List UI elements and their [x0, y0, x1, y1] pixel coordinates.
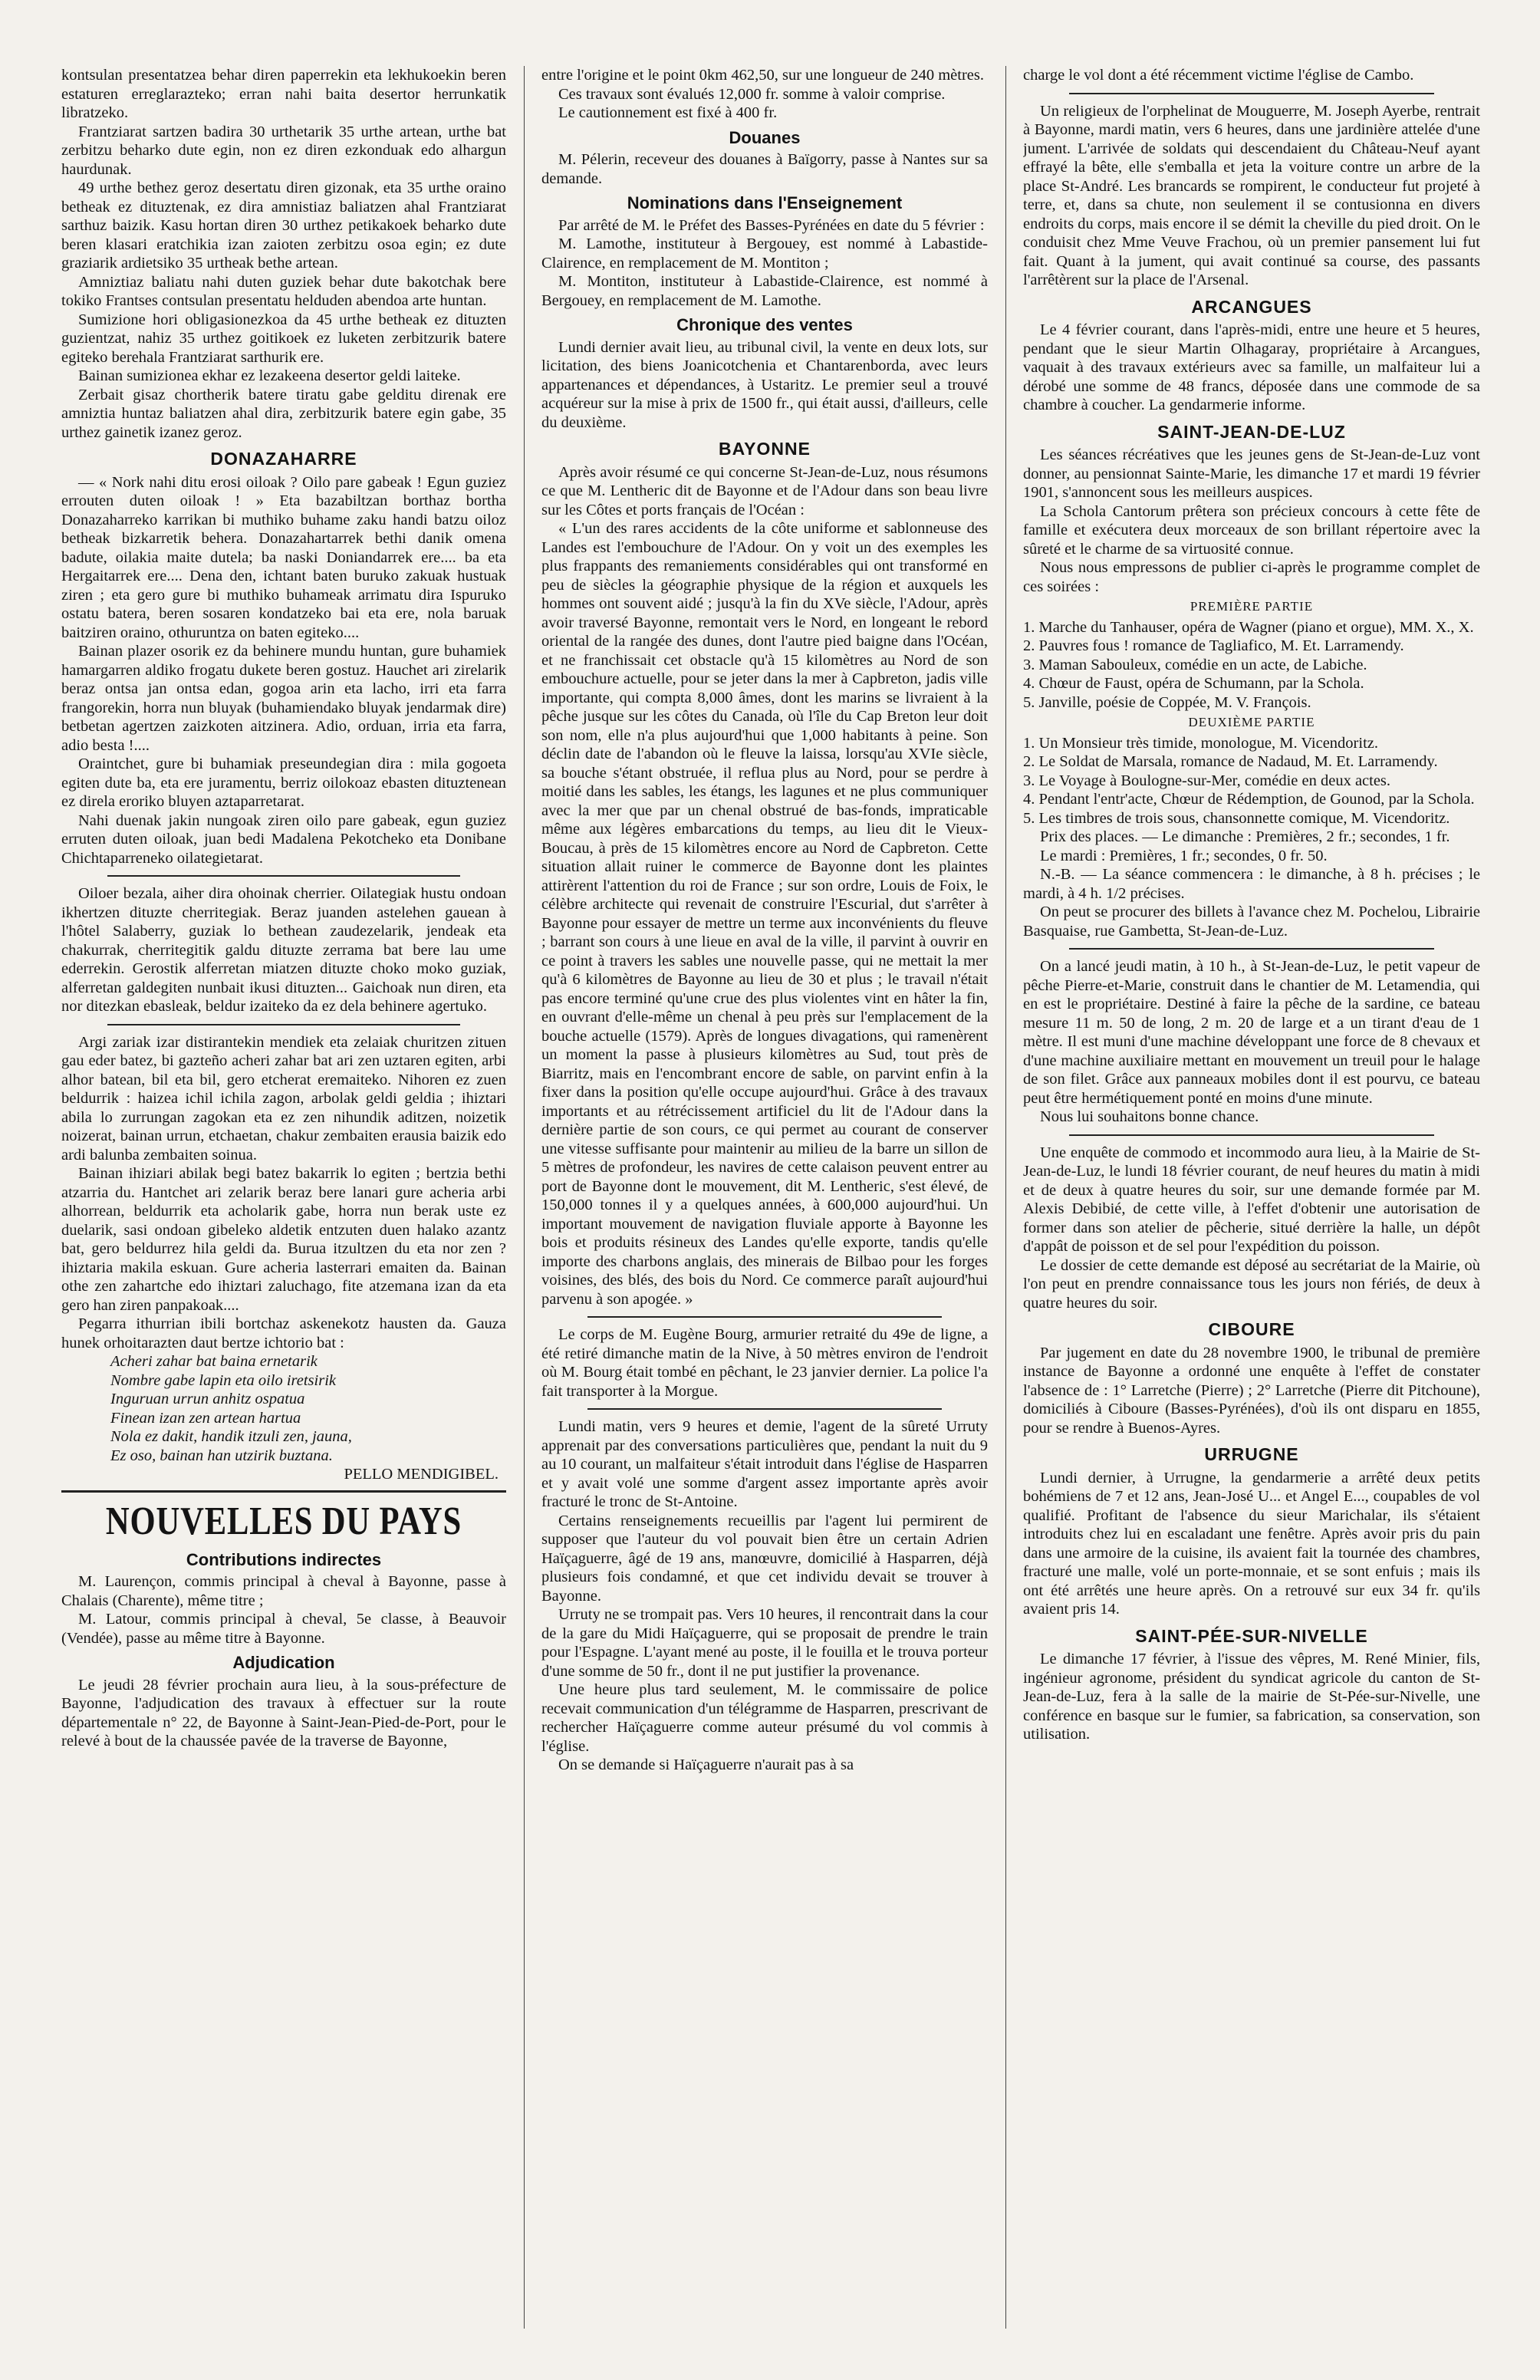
divider [587, 1408, 942, 1410]
paragraph: Le dimanche 17 février, à l'issue des vêpres, M. René Minier, fils, ingénieur agronome, président du syndicat agricole du canton de St-Jean-de-Luz, fera à la salle de la mairie de St-Pée-sur-Nivelle, une conférence en basque sur le fumier, sa fabrication, sa conservation, son utilisation. [1023, 1651, 1480, 1743]
paragraph: Lundi dernier avait lieu, au tribunal civil, la vente en deux lots, sur licitation, des biens Joanicotchenia et Chantarenborda, avec leurs appartenances et dépendances, à Ustaritz. Le premier seul a trouvé acquéreur sur la mise à prix de 1500 fr., qui était aussi, d'ailleurs, celle du deuxième. [541, 338, 988, 431]
column-3 [1023, 66, 1480, 1744]
paragraph: On se demande si Haïçaguerre n'aurait pas à sa [558, 1756, 854, 1773]
paragraph: 49 urthe bethez geroz desertatu diren gizonak, eta 35 urthe oraino betheak ez dituztenak, ez dira amnistiaz baliatzen ahal Frantziarat sarthuz baizik. Kasu hortan diren 30 urthez petikakoek beharko dute beren klasari eratchikia izan zaioten zerbitzu osoa egin; ez dute graziarik ardietsiko 35 urtheak bethe artean. [61, 179, 506, 272]
section-title-saint-pee: SAINT-PÉE-SUR-NIVELLE [1135, 1625, 1368, 1646]
paragraph: Une enquête de commodo et incommodo aura lieu, à la Mairie de St-Jean-de-Luz, le lundi 18 février courant, de neuf heures du matin à midi et de deux à quatre heures du soir, sur une demande formée par M. Alexis Debibié, de cette ville, à l'effet d'obtenir une autorisation de former dans son atelier de pêcherie, situé derrière la halle, un dépôt d'appât de poisson et de sel pour l'expédition du poisson. [1023, 1144, 1480, 1255]
paragraph: Nahi duenak jakin nungoak ziren oilo pare gabeak, egun guziez erruten duten oiloak, juan bedi Madalena Pekotcheko eta Donibane Chichtaparreneko oilategietarat. [61, 811, 506, 867]
paragraph: Le 4 février courant, dans l'après-midi, entre une heure et 5 heures, pendant que le sieur Martin Olhagaray, propriétaire à Arcangues, vaquait à des travaux extérieurs avec sa famille, un malfaiteur lui a dérobé une somme de 48 francs, déposée dans une commode de sa chambre à coucher. La gendarmerie informe. [1023, 321, 1480, 413]
program-item: 4. Chœur de Faust, opéra de Schumann, par la Schola. [1023, 675, 1364, 692]
paragraph: Le jeudi 28 février prochain aura lieu, à la sous-préfecture de Bayonne, l'adjudication des travaux à effectuer sur la route départementale n° 22, de Bayonne à Saint-Jean-Pied-de-Port, pour le relevé à bout de la chaussée pavée de la traverse de Bayonne, [61, 1676, 506, 1750]
paragraph: M. Laurençon, commis principal à cheval à Bayonne, passe à Chalais (Charente), même titre ; [61, 1573, 506, 1609]
paragraph: Urruty ne se trompait pas. Vers 10 heures, il rencontrait dans la cour de la gare du Midi Haïçaguerre, qui se proposait de prendre le train pour l'Espagne. L'ayant mené au poste, il le fouilla et le trouva porteur d'une somme de 50 fr., dont il ne put justifier la provenance. [541, 1606, 988, 1680]
paragraph: entre l'origine et le point 0km 462,50, sur une longueur de 240 mètres. [541, 67, 984, 84]
paragraph: Le dossier de cette demande est déposé au secrétariat de la Mairie, où l'on peut en prendre connaissance tous les jours non fériés, de deux à quatre heures du soir. [1023, 1256, 1480, 1312]
paragraph: Argi zariak izar distirantekin mendiek eta zelaiak churitzen zituen gau eder batez, bi gazteño acheri zahar bat ari zen uztaren egiten, arbi alhor batean, bil eta bil, gero etcherat eremaiteko. Nihoren ez zuen beldurrik : haizea ichil ichila zagon, arbolak geldi geldia ; ihiztari abila lo zurrungan zagokan eta ez zen nihundik aditzen, noizetik noizerat, bainan urrun, etchaetan, chakur zembaiten erausia baizik edo ardi balunba zembaiten soinua. [61, 1033, 506, 1164]
paragraph: M. Pélerin, receveur des douanes à Baïgorry, passe à Nantes sur sa demande. [541, 151, 988, 187]
divider [107, 875, 460, 877]
poem-line: Acheri zahar bat baina ernetarik [110, 1353, 318, 1370]
divider [587, 1316, 942, 1318]
newspaper-page [61, 66, 1480, 2329]
paragraph: Par arrêté de M. le Préfet des Basses-Pyrénées en date du 5 février : [558, 216, 985, 234]
poem-line: Nola ez dakit, handik itzuli zen, jauna, [110, 1428, 352, 1445]
paragraph: Le cautionnement est fixé à 400 fr. [558, 104, 778, 121]
paragraph: N.-B. — La séance commencera : le dimanche, à 8 h. précises ; le mardi, à 4 h. 1/2 précises. [1023, 866, 1480, 902]
section-title-saint-jean-de-luz: SAINT-JEAN-DE-LUZ [1157, 421, 1346, 442]
paragraph: — « Nork nahi ditu erosi oiloak ? Oilo pare gabeak ! Egun guziez errouten duten oiloak ! » Eta bazabiltzan borthaz bortha Donazaharreko karrikan bi muthiko buhame zaku handi batzu oiloz betheak bizkarretik behera. Donazahartarrek bethi danik omena badute, oilakia maite dutela; ba naski Doniandarrek ere.... ba eta Hergaitarrek ere.... Dena den, ichtant baten buruko zakuak hustuak ziren ; eta gero gure bi muthiko buhameak arrimatu dira Ispuruko ostatu batera, beren sosaren kondatzeko bai eta ere, nola baruak baitziren oraino, othuruntza on baten egiteko.... [61, 473, 506, 641]
section-title-contributions: Contributions indirectes [186, 1549, 382, 1569]
headline-nouvelles-du-pays: NOUVELLES DU PAYS [105, 1499, 462, 1543]
program-item: 5. Les timbres de trois sous, chansonnette comique, M. Vicendoritz. [1023, 809, 1450, 827]
divider [61, 1490, 506, 1493]
paragraph: Pegarra ithurrian ibili bortchaz askenekotz hausten da. Gauza hunek orhoitarazten daut bertze ichtorio bat : [61, 1315, 506, 1351]
paragraph: Zerbait gisaz chortherik batere tiratu gabe gelditu direnak ere amniztia huntaz baliatzen ahal dira, zerbitzurik batere egin gabe, 35 urthez gainetik izanez geroz. [61, 386, 506, 441]
program-part-title: PREMIÈRE PARTIE [1190, 599, 1314, 614]
column-rule [1005, 66, 1006, 2329]
paragraph: Après avoir résumé ce qui concerne St-Jean-de-Luz, nous résumons ce que M. Lentheric dit de Bayonne et de l'Adour dans son beau livre sur les Côtes et ports français de l'Océan : [541, 463, 988, 518]
section-title-ciboure: CIBOURE [1208, 1319, 1295, 1339]
section-title-nominations: Nominations dans l'Enseignement [627, 193, 903, 212]
paragraph: Le corps de M. Eugène Bourg, armurier retraité du 49e de ligne, a été retiré dimanche matin de la Nive, à 50 mètres environ de l'endroit où M. Bourg était tombé en pêchant, le 23 janvier dernier. La police l'a fait transporter à la Morgue. [541, 1326, 988, 1400]
paragraph: Par jugement en date du 28 novembre 1900, le tribunal de première instance de Bayonne a ordonné une enquête à l'effet de constater l'absence de : 1° Larretche (Pierre) ; 2° Larretche (Pierre dit Pitchoune), domiciliés à Ciboure (Basses-Pyrénées), d'où ils ont disparu en 1855, pour se rendre à Buenos-Ayres. [1023, 1344, 1480, 1437]
paragraph: Bainan sumizionea ekhar ez lezakeena desertor geldi laiteke. [78, 367, 461, 384]
paragraph: Lundi dernier, à Urrugne, la gendarmerie a arrêté deux petits bohémiens de 7 et 12 ans, Jean-José U... et Angel E..., coupables de vol qualifié. Profitant de l'absence du sieur Marichalar, ils s'étaient introduits chez lui en escaladant une fenêtre. Après avoir pris du pain dans une armoire de la cuisine, ils avaient fait la tournée des chambres, fracturé une malle, volé un porte-monnaie, et se sont enfuis ; mais ils ont été arrêtés une heure après. On a retrouvé sur eux 34 fr. qu'ils avaient pris 14. [1023, 1469, 1480, 1618]
poem-line: Nombre gabe lapin eta oilo iretsirik [110, 1371, 336, 1389]
paragraph: Certains renseignements recueillis par l'agent lui permirent de supposer que l'auteur du vol pouvait bien être un certain Adrien Haïçaguerre, âgé de 19 ans, manœuvre, domicilié à Hasparren, déjà plusieurs fois condamné, et que cet individu devait se trouver à Bayonne. [541, 1512, 988, 1605]
paragraph: Le mardi : Premières, 1 fr.; secondes, 0 fr. 50. [1040, 847, 1328, 864]
paragraph: Prix des places. — Le dimanche : Premières, 2 fr.; secondes, 1 fr. [1040, 828, 1450, 845]
column-1 [61, 66, 506, 1751]
poem [61, 1352, 506, 1465]
poem-line: Ez oso, bainan han utzirik buztana. [110, 1447, 333, 1464]
poem-line: Inguruan urrun anhitz ospatua [110, 1391, 305, 1407]
section-title-adjudication: Adjudication [232, 1653, 335, 1672]
divider [1069, 93, 1434, 94]
paragraph: Oraintchet, gure bi buhamiak preseundegian dira : mila gogoeta egiten dute ba, eta ere juramentu, berriz oilokoaz ebasten dituztenean ez direla eroriko bluyen aztaparretarat. [61, 755, 506, 810]
program-item: 4. Pendant l'entr'acte, Chœur de Rédemption, de Gounod, par la Schola. [1023, 791, 1475, 808]
divider [1069, 1134, 1434, 1136]
paragraph: M. Lamothe, instituteur à Bergouey, est nommé à Labastide-Clairence, en remplacement de M. Montiton ; [541, 235, 988, 272]
column-rule [524, 66, 525, 2329]
program-item: 5. Janville, poésie de Coppée, M. V. François. [1023, 693, 1311, 711]
program-item: 2. Le Soldat de Marsala, romance de Nadaud, M. Et. Larramendy. [1023, 753, 1438, 770]
signature: PELLO MENDIGIBEL. [344, 1466, 499, 1483]
section-title-donazaharre: DONAZAHARRE [210, 449, 357, 469]
paragraph: Ces travaux sont évalués 12,000 fr. somme à valoir comprise. [558, 85, 946, 103]
paragraph: Nous nous empressons de publier ci-après le programme complet de ces soirées : [1023, 559, 1480, 595]
program-list [1023, 618, 1480, 713]
section-title-urrugne: URRUGNE [1204, 1444, 1299, 1464]
divider [107, 1024, 460, 1025]
program-item: 1. Marche du Tanhauser, opéra de Wagner (piano et orgue), MM. X., X. [1023, 618, 1474, 636]
paragraph: charge le vol dont a été récemment victime l'église de Cambo. [1023, 67, 1414, 84]
paragraph: Un religieux de l'orphelinat de Mouguerre, M. Joseph Ayerbe, rentrait à Bayonne, mardi matin, vers 6 heures, dans une jardinière attelée d'une jument. L'arrivée de soldats qui descendaient du Château-Neuf ayant effrayé la bête, elle s'emballa et jeta la voiture contre un arbre de la place St-André. Les brancards se rompirent, le conducteur fut projeté à terre, et, dans sa chute, non seulement il se contusionna en divers endroits du corps, mais encore il se démit la cheville du pied droit. On le conduisit chez Mme Veuve Frachou, où un premier pansement lui fut fait. Quant à la jument, qui avait continué sa course, des passants l'arrêtèrent sur la place de l'Arsenal. [1023, 102, 1480, 288]
paragraph: Les séances récréatives que les jeunes gens de St-Jean-de-Luz vont donner, au pensionnat Sainte-Marie, les dimanche 17 et mardi 19 février 1901, s'annoncent sous les meilleurs auspices. [1023, 446, 1480, 501]
program-list [1023, 734, 1480, 828]
paragraph: Nous lui souhaitons bonne chance. [1040, 1108, 1259, 1125]
paragraph: Frantziarat sartzen badira 30 urthetarik 35 urthe artean, urthe bat zerbitzu beharko dute egin, non ez diren ezkonduak edo alhargun haurdunak. [61, 123, 506, 178]
section-title-douanes: Douanes [729, 127, 801, 147]
paragraph: Une heure plus tard seulement, M. le commissaire de police recevait communication d'un télégramme de Hasparren, prescrivant de rechercher Haïçaguerre comme auteur présumé du vol commis à l'église. [541, 1681, 988, 1755]
section-title-bayonne: BAYONNE [719, 439, 811, 459]
paragraph: On a lancé jeudi matin, à 10 h., à St-Jean-de-Luz, le petit vapeur de pêche Pierre-et-Marie, construit dans le chantier de M. Letamendia, qui en est le propriétaire. Destiné à faire la pêche de la sardine, ce bateau mesure 11 m. 50 de long, 2 m. 20 de large et a un tirant d'eau de 1 mètre. Il est muni d'une machine développant une force de 8 chevaux et d'une machine auxiliaire mettant en mouvement un treuil pour le halage de son filet. Grâce aux panneaux mobiles dont il est pourvu, ce bateau peut être hermétiquement ponté en moins d'une minute. [1023, 958, 1480, 1107]
column-2 [541, 66, 988, 1775]
paragraph: Oiloer bezala, aiher dira ohoinak cherrier. Oilategiak hustu ondoan ikhertzen dituzte cherritegiak. Beraz juanden astelehen gauean à l'hôtel Salaberry, guziak lo bethean zaudezelarik, jendeak eta chakurrak, cherritegitik galdu dituzte zerrama bat bere lau ume ederrekin. Gerostik alferretan miatzen dituzte choko moko guziak, alferretan galdegiten nunbait ikusi dituzten... Gaichoak nun diren, eta nor ditezkan ebasleak, beldur izaiteko da ez dela behinere agertuko. [61, 885, 506, 1015]
program-item: 3. Maman Sabouleux, comédie en un acte, de Labiche. [1023, 656, 1367, 673]
program-item: 3. Le Voyage à Boulogne-sur-Mer, comédie en deux actes. [1023, 772, 1391, 789]
program-part-title: DEUXIÈME PARTIE [1188, 715, 1315, 729]
paragraph: kontsulan presentatzea behar diren paperrekin eta lekhukoekin beren estaturen erreglarazteko; erran nahi baita desertor herrunkatik libratzeko. [61, 67, 506, 121]
divider [1069, 948, 1434, 950]
program-item: 1. Un Monsieur très timide, monologue, M. Vicendoritz. [1023, 734, 1378, 752]
poem-line: Finean izan zen artean hartua [110, 1409, 301, 1427]
paragraph: « L'un des rares accidents de la côte uniforme et sablonneuse des Landes est l'embouchure de l'Adour. On y voit un des exemples les plus frappants des remaniements considérables qui ont transformé en peu de siècles la géographie physique de la région et auxquels les hommes ont souvent aidé ; jusqu'à la fin du XVe siècle, l'Adour, après avoir traversé Bayonne, remontait vers le Nord, en longeant le rebord oriental de la rangée des dunes, dont l'autre pied baigne dans l'Océan, et ne franchissait cet obstacle qu'à 15 kilomètres au Nord de son embouchure actuelle, pour se jeter dans la mer à Capbreton, jadis ville importante, qui compta 8,000 âmes, dont les marins se livraient à la pêche jusque sur les côtes du Canada, où l'île du Cap Breton leur doit son nom, elle n'a plus aujourd'hui que 1,000 habitants à peine. Son déclin date de l'abandon où le fleuve la laissa, lorsqu'au XVIe siècle, sa bouche s'étant obstruée, il reflua plus au Nord, pour se perdre à moitié dans les sables, les étangs, les lagunes et ne plus communiquer avec la mer que par un chenal obstrué de bas-fonds, impraticable même aux légères embarcations du temps, au lieu dit le Vieux-Boucau, à près de 15 kilomètres encore au Nord de Capbreton. Cette situation allait ruiner le commerce de Bayonne dont les plaintes attirèrent l'attention du roi de France ; sur son ordre, Louis de Foix, le célèbre architecte qui revenait de construire l'Escurial, dut s'arrêter à Bayonne pour essayer de mettre un terme aux inconvénients du fleuve ; barrant son cours à une lieue en aval de la ville, il parvint à ouvrir en ce point à travers les sables une nouvelle passe, qui ne mettait la mer qu'à 6 kilomètres de Bayonne au lieu de 30 et plus ; le travail n'était pas encore terminé qu'une crue des plus violentes vint en hâter la fin, en ouvrant d'elle-même un chenal à peu près sur l'emplacement de la bouche actuelle (1579). Après de longues divagations, qui ramenèrent un moment la passe à plusieurs kilomètres au Sud, tout près de Biarritz, mais en l'encombrant encore de sable, on parvint enfin à la fixer dans la position qu'elle occupe aujourd'hui. Grâce à des travaux importants et au rétrécissement artificiel du lit de l'Adour dans la dernière partie de son cours, ce qui permet au courant de conserver une vitesse suffisante pour maintenir au milieu de la barre un sillon de 5 mètres de profondeur, les navires de cette calaison peuvent entrer au port de Bayonne dont le mouvement, dit M. Lentheric, s'est élevé, de 150,000 tonnes il y a quelques années, à 600,000 aujourd'hui. Un important mouvement de navigation fluviale apporte à Bayonne les bois et produits résineux des Landes qu'elle exporte, tandis qu'elle importe des charbons anglais, des minerais de Bilbao pour les forges voisines, des blés, des bois du Nord. Ce commerce paraît aujourd'hui parvenu à son apogée. » [541, 520, 988, 1308]
section-title-chronique: Chronique des ventes [676, 315, 853, 334]
program-item: 2. Pauvres fous ! romance de Tagliafico, M. Et. Larramendy. [1023, 637, 1404, 654]
section-title-arcangues: ARCANGUES [1191, 296, 1312, 317]
paragraph: Bainan plazer osorik ez da behinere mundu huntan, gure buhamiek hamargarren aldiko frogatu dukete beren gostuz. Hauchet ari zirelarik beraz ontsa jan ontsa edan, gogoa arin eta lacho, irri eta farra frangorekin, horra nun bluyak (buhamiendako bluyak jendarmak dire) betbetan agertzen zaizkoten aitzinera. Adio, orduan, irria eta farra, adio besta !.... [61, 643, 506, 754]
paragraph: La Schola Cantorum prêtera son précieux concours à cette fête de famille et exécutera deux morceaux de son brillant répertoire avec la sûreté et le charme de sa virtuosité connue. [1023, 502, 1480, 558]
paragraph: Sumizione hori obligasionezkoa da 45 urthe betheak ez dituzten guzientzat, nahiz 35 urthez goitikoek ez luketen zerbitzurik batere egiteko berehala Frantziarat sarthurik ere. [61, 311, 506, 366]
paragraph: Bainan ihiziari abilak begi batez bakarrik lo egiten ; bertzia bethi atzarria du. Hantchet ari zelarik beraz bere lanari gure acheria arbi alhorrean, beldurrik eta acholarik gabe, horra nun berak uste ez duelarik, sasi ondoan gibeleko aldetik entzuten duen halako azantz bat, gero beldurrez hila geldi da. Burua itzultzen du eta nor zen ? ihiztaria makila eskuan. Gure acheria lasterrari emaiten da. Bainan othe zen zahartche edo ihiztari zaluchago, fite atzemana izan da eta gero han ziren panpakoak.... [61, 1165, 506, 1314]
paragraph: Amniztiaz baliatu nahi duten guziek behar dute bakotchak bere tokiko Frantses contsulan presentatu helduden abendoa arte huntan. [61, 273, 506, 309]
paragraph: M. Latour, commis principal à cheval, 5e classe, à Beauvoir (Vendée), passe au même titre à Bayonne. [61, 1611, 506, 1647]
paragraph: On peut se procurer des billets à l'avance chez M. Pochelou, Librairie Basquaise, rue Gambetta, St-Jean-de-Luz. [1023, 904, 1480, 940]
paragraph: Lundi matin, vers 9 heures et demie, l'agent de la sûreté Urruty apprenait par des conversations particulières que, pendant la nuit du 9 au 10 courant, un malfaiteur s'était introduit dans l'église de Hasparren et y avait volé une somme d'argent assez importante après avoir fracturé le tronc de St-Antoine. [541, 1418, 988, 1510]
paragraph: M. Montiton, instituteur à Labastide-Clairence, est nommé à Bergouey, en remplacement de M. Lamothe. [541, 273, 988, 309]
